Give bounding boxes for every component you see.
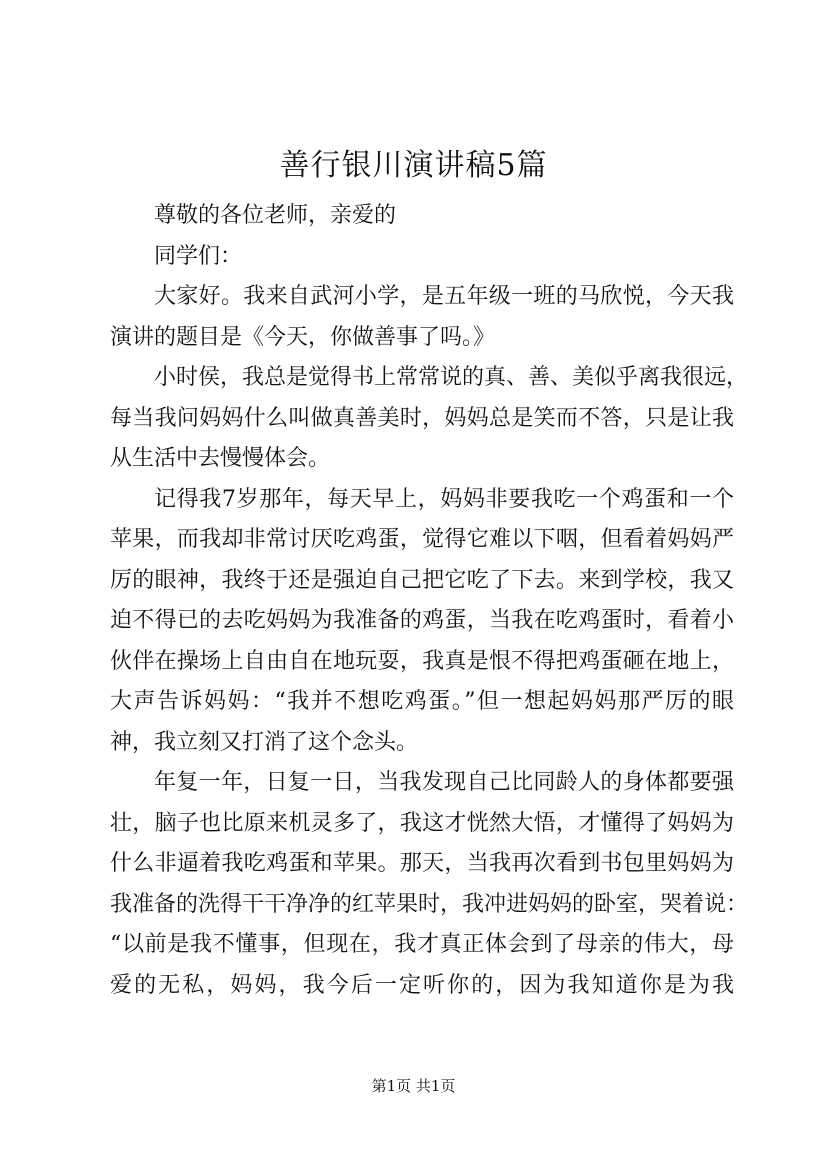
text-line: 演讲的题目是《今天，你做善事了吗。》 <box>110 324 496 350</box>
text-line: 记得我7岁那年，每天早上，妈妈非要我吃一个鸡蛋和一个 <box>154 486 734 512</box>
greeting-line-1 <box>110 196 734 237</box>
document-title: 善行银川演讲稿5篇 <box>279 148 548 183</box>
text-line: 小时侯，我总是觉得书上常常说的真、善、美似乎离我很远， <box>154 365 749 390</box>
text-line: “以前是我不懂事，但现在，我才真正体会到了母亲的伟大，母 <box>110 932 734 957</box>
text-line: 我准备的洗得干干净净的红苹果时，我冲进妈妈的卧室，哭着说： <box>110 891 749 917</box>
paragraph-memory <box>110 480 734 764</box>
paragraph-childhood <box>110 358 749 480</box>
paragraph-intro <box>110 277 734 358</box>
text-line: 厉的眼神，我终于还是强迫自己把它吃了下去。来到学校，我又 <box>110 567 734 593</box>
text-line: 年复一年，日复一日，当我发现自己比同龄人的身体都要强 <box>154 770 734 795</box>
text-line: 从生活中去慢慢体会。 <box>110 446 331 471</box>
text-line: 大声告诉妈妈：“我并不想吃鸡蛋。”但一想起妈妈那严厉的眼 <box>110 689 734 714</box>
text-line: 大家好。我来自武河小学，是五年级一班的马欣悦，今天我 <box>154 284 734 309</box>
text-line: 爱的无私，妈妈，我今后一定听你的，因为我知道你是为我 <box>110 972 734 998</box>
text-line: 每当我问妈妈什么叫做真善美时，妈妈总是笑而不答，只是让我 <box>110 405 734 431</box>
text-line: 迫不得已的去吃妈妈为我准备的鸡蛋，当我在吃鸡蛋时，看着小 <box>110 608 734 633</box>
page-footer: 第1页 共1页 <box>371 1077 456 1095</box>
text-line: 什么非逼着我吃鸡蛋和苹果。那天，当我再次看到书包里妈妈为 <box>110 851 734 876</box>
text-line: 神，我立刻又打消了这个念头。 <box>110 729 419 755</box>
text-line: 尊敬的各位老师，亲爱的 <box>154 203 397 228</box>
document-body <box>110 196 749 1006</box>
paragraph-realization <box>110 763 749 1006</box>
greeting-line-2 <box>110 237 734 278</box>
text-line: 同学们： <box>154 243 243 269</box>
text-line: 苹果，而我却非常讨厌吃鸡蛋，觉得它难以下咽，但看着妈妈严 <box>110 527 734 552</box>
text-line: 伙伴在操场上自由自在地玩耍，我真是恨不得把鸡蛋砸在地上， <box>110 648 734 674</box>
text-line: 壮，脑子也比原来机灵多了，我这才恍然大悟，才懂得了妈妈为 <box>110 810 734 836</box>
